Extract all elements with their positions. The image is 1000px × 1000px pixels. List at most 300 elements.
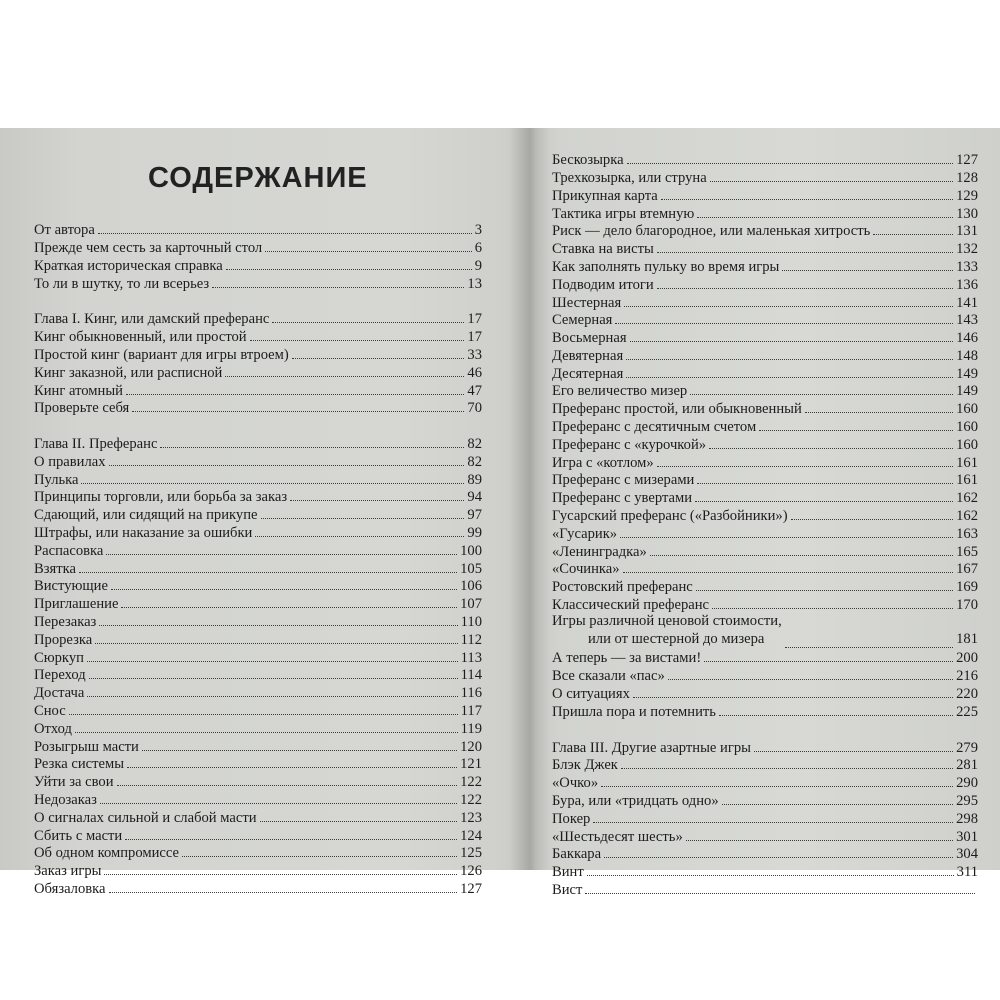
dot-leader [657,239,953,253]
dot-leader [89,665,458,679]
dot-leader [696,577,953,591]
toc-entry [34,309,482,327]
toc-page-number: 141 [956,294,978,311]
dot-leader [117,772,458,786]
toc-entry-title: Десятерная [552,365,624,382]
toc-entry-title: Кинг атомный [34,382,123,399]
toc-entry [552,559,978,577]
dot-leader [265,238,471,252]
toc-entry [552,453,978,471]
toc-entry-title: От автора [34,222,95,239]
toc-entry [552,292,978,310]
toc-page-number: 143 [956,312,978,329]
toc-page-number: 216 [956,668,978,685]
toc-entry-title: Отход [34,720,72,737]
toc-entry [552,346,978,364]
toc-entry [34,363,482,381]
toc-page-number: 89 [467,471,482,488]
toc-entry [34,559,482,577]
toc-entry [34,719,482,737]
toc-entry [552,684,978,702]
toc-entry [552,221,978,239]
dot-leader [719,702,953,716]
toc-entry-title: Достача [34,685,85,702]
toc-entry-title: Тактика игры втемную [552,205,695,222]
toc-page-number: 120 [460,738,482,755]
toc-entry-title: Резка системы [34,756,124,773]
toc-entry-title: Недозаказ [34,792,97,809]
toc-entry [552,702,978,720]
dot-leader [785,634,953,648]
toc-entry [34,683,482,701]
toc-entry [34,541,482,559]
toc-entry [552,203,978,221]
dot-leader [121,594,457,608]
toc-page-number: 160 [956,436,978,453]
toc-entry-title: Взятка [34,560,76,577]
toc-page-number: 129 [956,187,978,204]
toc-entry [34,398,482,416]
dot-leader [98,220,472,234]
toc-entry [34,576,482,594]
dot-leader [633,684,953,698]
dot-leader [106,541,457,555]
toc-entry [552,186,978,204]
toc-entry [34,843,482,861]
toc-page-number: 94 [467,489,482,506]
dot-leader [126,380,464,394]
toc-entry [552,755,978,773]
toc-entry [552,257,978,275]
toc-entry-title: «Шестьдесят шесть» [552,828,683,845]
toc-entry [34,754,482,772]
toc-entry [34,238,482,256]
toc-page-number: 125 [460,845,482,862]
toc-page-number: 311 [956,864,978,881]
toc-page-number: 13 [467,275,482,292]
toc-page-number: 148 [956,347,978,364]
toc-entry-title: Приглашение [34,596,119,613]
toc-entry-title: Баккара [552,846,602,863]
toc-entry-title: О сигналах сильной и слабой масти [34,809,257,826]
dot-leader [226,256,472,270]
toc-entry-title: Вист [552,882,583,898]
toc-entry [34,327,482,345]
toc-page-number: 105 [460,560,482,577]
toc-entry-title: Кинг заказной, или расписной [34,364,223,381]
dot-leader [759,417,953,431]
dot-leader [657,453,953,467]
dot-leader [261,505,465,519]
toc-entry-title: Принципы торговли, или борьба за заказ [34,489,288,506]
toc-entry [34,772,482,790]
toc-page-number: 124 [460,827,482,844]
toc-page-number: 122 [460,774,482,791]
dot-leader [160,434,464,448]
toc-page-number: 82 [467,436,482,453]
dot-leader [104,861,457,875]
dot-leader [212,273,464,287]
toc-entry-title: Семерная [552,312,613,329]
toc-page-number: 169 [956,579,978,596]
toc-page-number: 131 [956,223,978,240]
toc-entry-title: Преферанс простой, или обыкновенный [552,401,802,418]
toc-entry [552,773,978,791]
dot-leader [593,809,953,823]
toc-page-number: 33 [467,346,482,363]
toc-entry [552,364,978,382]
toc-page-number: 114 [460,667,482,684]
dot-leader [630,328,954,342]
dot-leader [290,487,464,501]
dot-leader [81,470,464,484]
toc-entry-title: Прикупная карта [552,187,658,204]
toc-entry-title: Вистующие [34,578,108,595]
toc-entry-title: Уйти за свои [34,774,114,791]
toc-entry-title: «Сочинка» [552,561,620,578]
dot-leader [621,755,953,769]
toc-entry-title: «Очко» [552,775,599,792]
dot-leader [782,257,953,271]
toc-page-number: 128 [956,169,978,186]
toc-entry [552,328,978,346]
toc-entry-title: Краткая историческая справка [34,257,223,274]
toc-page-number: 132 [956,241,978,258]
dot-leader [87,648,458,662]
toc-entry-title: Перезаказ [34,614,97,631]
toc-page-number: 123 [460,809,482,826]
toc-page-number: 112 [460,631,482,648]
dot-leader [182,843,457,857]
toc-page-number: 161 [956,472,978,489]
toc-entry-title: Глава III. Другие азартные игры [552,739,751,756]
toc-page-number: 116 [460,685,482,702]
toc-page-number: 110 [460,614,482,631]
dot-leader [697,470,953,484]
toc-entry [552,880,978,898]
toc-entry-title: Штрафы, или наказание за ошибки [34,525,253,542]
toc-page-number: 163 [956,525,978,542]
toc-entry [552,470,978,488]
toc-entry-title: Глава I. Кинг, или дамский преферанс [34,311,270,328]
toc-page-number: 162 [956,490,978,507]
toc-entry-title [552,613,782,649]
toc-page-number: 130 [956,205,978,222]
toc-entry-title: Преферанс с увертами [552,490,693,507]
toc-entry [552,150,978,168]
toc-page-number: 304 [956,846,978,863]
toc-page-number: 170 [956,597,978,614]
toc-page-number: 107 [460,596,482,613]
toc-entry [552,239,978,257]
toc-entry-title: О ситуациях [552,686,630,703]
toc-entry [34,612,482,630]
toc-entry-title: Все сказали «пас» [552,668,665,685]
dot-leader [697,203,953,217]
toc-page-number: 100 [460,542,482,559]
toc-entry [552,275,978,293]
toc-page-number: 3 [474,222,482,239]
toc-entry-title: Девятерная [552,347,624,364]
dot-leader [225,363,464,377]
toc-page-number: 113 [460,649,482,666]
toc-entry [34,523,482,541]
dot-leader [260,808,458,822]
toc-entry-title: Блэк Джек [552,757,618,774]
toc-page-number: 127 [956,152,978,169]
dot-leader [615,310,953,324]
toc-entry [552,666,978,684]
toc-entry [552,506,978,524]
toc-entry-title: Классический преферанс [552,597,710,614]
toc-page-number: 220 [956,686,978,703]
dot-leader [627,150,954,164]
toc-page-number: 127 [460,881,482,898]
toc-page-number: 149 [956,383,978,400]
toc-entry [552,844,978,862]
toc-entry-title: Риск — дело благородное, или маленькая хитрость [552,223,871,240]
toc-entry-title: Проверьте себя [34,400,130,417]
toc-entry [552,310,978,328]
toc-page-number: 126 [460,863,482,880]
toc-entry [34,220,482,238]
toc-entry-title: Преферанс с «курочкой» [552,436,707,453]
toc-page-number: 149 [956,365,978,382]
toc-page-number: 165 [956,543,978,560]
toc-entry-title: «Ленинградка» [552,543,647,560]
toc-entry [552,435,978,453]
toc-entry [34,648,482,666]
toc-entry-title: Преферанс с мизерами [552,472,695,489]
toc-entry-title: А теперь — за вистами! [552,650,702,667]
toc-entry [552,809,978,827]
toc-page-number: 6 [474,239,482,256]
dot-leader [712,595,953,609]
dot-leader [604,844,953,858]
toc-page-number: 181 [956,630,978,647]
toc-page-number: 99 [467,525,482,542]
toc-entry-title: Покер [552,810,591,827]
dot-leader [657,275,953,289]
toc-entry-title: Шестерная [552,294,622,311]
toc-page-number: 117 [460,703,482,720]
dot-leader [695,488,953,502]
dot-leader [250,327,465,341]
toc-entry [552,524,978,542]
toc-entry-title: Бескозырка [552,152,624,169]
dot-leader [87,683,457,697]
toc-entry [34,470,482,488]
toc-entry [34,790,482,808]
dot-leader [626,346,953,360]
dot-leader [109,879,458,893]
toc-page-number: 146 [956,330,978,347]
dot-leader [704,648,953,662]
toc-entry-title: Об одном компромиссе [34,845,180,862]
toc-entry [552,738,978,756]
dot-leader [125,826,457,840]
toc-entry-title: Кинг обыкновенный, или простой [34,329,247,346]
toc-entry-title: Ростовский преферанс [552,579,693,596]
dot-leader [79,559,457,573]
toc-page-number: 47 [467,382,482,399]
toc-entry [34,861,482,879]
dot-leader [601,773,953,787]
toc-entry-title: Пришла пора и потемнить [552,703,716,720]
toc-entry-title: Сдающий, или сидящий на прикупе [34,507,258,524]
toc-page-number: 290 [956,775,978,792]
dot-leader [710,168,953,182]
dot-leader [132,398,464,412]
toc-entry [552,791,978,809]
dot-leader [292,345,465,359]
toc-page-number: 70 [467,400,482,417]
toc-entry-title: Преферанс с десятичным счетом [552,419,757,436]
toc-entry-title: Бура, или «тридцать одно» [552,793,719,810]
toc-entry [34,380,482,398]
toc-page-number: 136 [956,276,978,293]
toc-entry-title: Пулька [34,471,79,488]
toc-entry-title: О правилах [34,453,106,470]
toc-entry-title: Как заполнять пульку во время игры [552,258,780,275]
toc-entry [34,594,482,612]
toc-list-right [552,150,978,898]
dot-leader [95,630,457,644]
toc-entry-title: Сбить с масти [34,827,123,844]
toc-entry-title: «Гусарик» [552,525,618,542]
toc-page-number: 46 [467,364,482,381]
toc-entry [34,505,482,523]
toc-entry [552,595,978,613]
toc-entry-title: Переход [34,667,86,684]
toc-entry [34,826,482,844]
dot-leader [624,292,953,306]
toc-page-number: 281 [956,757,978,774]
dot-leader [791,506,954,520]
dot-leader [100,790,457,804]
toc-page-number: 9 [474,257,482,274]
dot-leader [650,542,953,556]
toc-entry-title: Сюркуп [34,649,84,666]
toc-entry [552,862,978,880]
dot-leader [690,381,953,395]
toc-entry [552,168,978,186]
toc-entry [34,701,482,719]
toc-entry [552,648,978,666]
dot-leader [623,559,954,573]
toc-entry-title: Гусарский преферанс («Разбойники») [552,508,788,525]
toc-page-number: 298 [956,810,978,827]
toc-entry [34,630,482,648]
dot-leader [142,737,457,751]
toc-entry [34,434,482,452]
dot-leader [668,666,953,680]
toc-entry-title: Простой кинг (вариант для игры втроем) [34,346,289,363]
toc-page-number: 167 [956,561,978,578]
toc-entry [552,577,978,595]
toc-entry-title: Прорезка [34,631,93,648]
toc-list-left [34,220,482,897]
toc-entry-title: Заказ игры [34,863,102,880]
dot-leader [620,524,953,538]
dot-leader [255,523,464,537]
toc-page-number: 225 [956,703,978,720]
toc-page-number: 122 [460,792,482,809]
dot-leader [109,452,465,466]
toc-entry [34,452,482,470]
toc-entry [34,487,482,505]
dot-leader [661,186,953,200]
toc-entry-title: Винт [552,864,584,881]
dot-leader [272,309,464,323]
dot-leader [69,701,458,715]
toc-entry [552,488,978,506]
toc-entry [552,613,978,649]
toc-entry [34,345,482,363]
toc-page-number: 119 [460,720,482,737]
toc-entry [552,417,978,435]
dot-leader [686,826,953,840]
toc-page-number: 161 [956,454,978,471]
book-spread [0,128,1000,898]
toc-page-number: 160 [956,419,978,436]
toc-entry [34,273,482,291]
toc-page-number: 160 [956,401,978,418]
dot-leader [805,399,953,413]
toc-page-number: 97 [467,507,482,524]
dot-leader [111,576,457,590]
toc-entry-title: Восьмерная [552,330,627,347]
toc-entry [34,256,482,274]
toc-entry-title: Подводим итоги [552,276,654,293]
toc-page-number: 17 [467,329,482,346]
dot-leader [75,719,458,733]
toc-page-number: 162 [956,508,978,525]
toc-entry-title: Розыгрыш масти [34,738,139,755]
dot-leader [99,612,457,626]
toc-entry [552,381,978,399]
left-page [0,128,520,898]
toc-entry-title: Игра с «котлом» [552,454,654,471]
toc-entry-title-line: Игры различной ценовой стоимости, [552,612,782,629]
toc-entry-title: Обязаловка [34,881,106,898]
toc-page-number: 279 [956,739,978,756]
toc-entry [34,665,482,683]
toc-page-number: 133 [956,258,978,275]
toc-page-number: 301 [956,828,978,845]
dot-leader [626,364,953,378]
toc-entry-title: Его величество мизер [552,383,688,400]
toc-entry-title: Ставка на висты [552,241,654,258]
toc-page-number: 82 [467,453,482,470]
toc-page-number: 295 [956,793,978,810]
toc-entry-title: Прежде чем сесть за карточный стол [34,239,263,256]
dot-leader [585,880,975,894]
dot-leader [127,754,457,768]
toc-entry-title: Распасовка [34,542,104,559]
toc-entry-title-line: или от шестерной до мизера [588,630,765,647]
toc-page-number: 200 [956,650,978,667]
toc-entry [552,542,978,560]
dot-leader [587,862,954,876]
toc-entry [34,808,482,826]
toc-entry [552,399,978,417]
toc-entry-title: Глава II. Преферанс [34,436,158,453]
right-page [530,128,1000,898]
toc-entry [552,826,978,844]
toc-entry [34,879,482,897]
dot-leader [873,221,953,235]
